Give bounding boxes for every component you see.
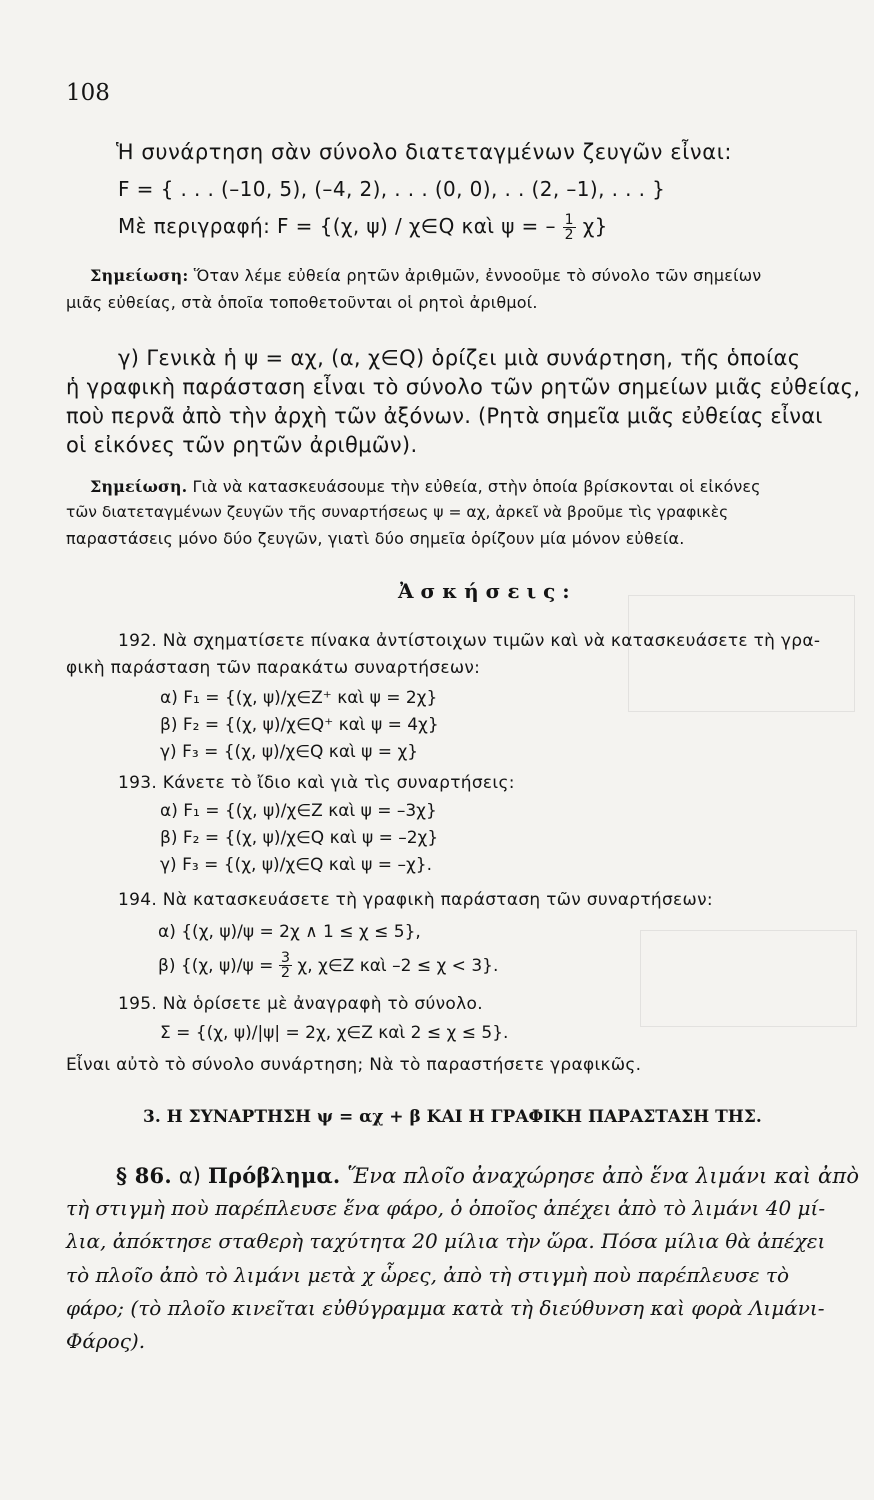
fraction-numerator: 1 [564,212,574,228]
gamma-line-4: οἱ εἰκόνες τῶν ρητῶν ἀριθμῶν). [66,433,418,457]
function-set-listing: F = { . . . (–10, 5), (–4, 2), . . . (0, 0), . . (2, –1), . . . } [118,177,666,201]
page-number: 108 [66,80,110,106]
exercise-195-line-1: 195. Νὰ ὁρίσετε μὲ ἀναγραφὴ τὸ σύνολο. [118,994,483,1014]
exercise-193-c: γ) F₃ = {(χ, ψ)/χ∈Q καὶ ψ = –χ}. [160,855,432,875]
exercise-192-line-2: φικὴ παράσταση τῶν παρακάτω συναρτήσεων: [66,658,481,678]
fraction-three-halves [279,951,292,981]
fraction-denominator: 2 [564,227,574,243]
paragraph-86-line-1 [116,1164,859,1188]
exercise-194-b-after: χ, χ∈Z καὶ –2 ≤ χ < 3}. [297,955,499,976]
paragraph-86-line-2: τὴ στιγμὴ ποὺ παρέπλευσε ἕνα φάρο, ὁ ὁποῖος ἀπέχει ἀπὸ τὸ λιμάνι 40 μί- [66,1196,826,1220]
note-text: Ὅταν λέμε εὐθεία ρητῶν ἀριθμῶν, ἐννοοῦμε τὸ σύνολο τῶν σημείων [188,266,762,285]
paragraph-86-line-4: τὸ πλοῖο ἀπὸ τὸ λιμάνι μετὰ χ ὧρες, ἀπὸ τὴ στιγμὴ ποὺ παρέπλευσε τὸ [66,1263,790,1287]
exercises-heading: Ἀ σ κ ή σ ε ι ς : [398,579,570,603]
gamma-line-1: γ) Γενικὰ ἡ ψ = αχ, (α, χ∈Q) ὁρίζει μιὰ συνάρτηση, τῆς ὁποίας [118,346,801,370]
bleed-through-table [628,595,855,712]
intro-line-1: Ἡ συνάρτηση σὰν σύνολο διατεταγμένων ζευγῶν εἶναι: [116,140,733,164]
section-3-heading: 3. Η ΣΥΝΑΡΤΗΣΗ ψ = αχ + β ΚΑΙ Η ΓΡΑΦΙΚΗ ΠΑΡΑΣΤΑΣΗ ΤΗΣ. [143,1107,762,1127]
note-label: Σημείωση. [90,477,188,496]
gamma-line-3: ποὺ περνᾶ ἀπὸ τὴν ἀρχὴ τῶν ἀξόνων. (Ρητὰ σημεῖα μιᾶς εὐθείας εἶναι [66,404,823,428]
problem-title: Πρόβλημα. [208,1163,341,1188]
note-2-line-1 [90,478,761,496]
note-1-line-1 [90,267,761,285]
paragraph-86-line-5: φάρο; (τὸ πλοῖο κινεῖται εὐθύγραμμα κατὰ τὴ διεύθυνση καὶ φορὰ Λιμάνι- [66,1296,825,1320]
exercise-194-a: α) {(χ, ψ)/ψ = 2χ ∧ 1 ≤ χ ≤ 5}, [158,922,421,942]
note-2-line-2: τῶν διατεταγμένων ζευγῶν τῆς συναρτήσεως ψ = αχ, ἀρκεῖ νὰ βροῦμε τὶς γραφικὲς [66,503,729,521]
paragraph-sub-label: α) [171,1164,209,1188]
exercise-194-line-1: 194. Νὰ κατασκευάσετε τὴ γραφικὴ παράσταση τῶν συναρτήσεων: [118,890,713,910]
paragraph-number: § 86. [116,1163,172,1188]
function-set-description [118,213,608,242]
description-text-after: χ} [582,214,608,238]
problem-text: Ἕνα πλοῖο ἀναχώρησε ἀπὸ ἕνα λιμάνι καὶ ἀπὸ [340,1164,860,1188]
paragraph-86-line-6: Φάρος). [66,1329,146,1353]
exercise-193-line-1: 193. Κάνετε τὸ ἴδιο καὶ γιὰ τὶς συναρτήσεις: [118,773,515,793]
exercise-192-line-1: 192. Νὰ σχηματίσετε πίνακα ἀντίστοιχων τιμῶν καὶ νὰ κατασκευάσετε τὴ γρα- [118,631,821,651]
note-1-line-2: μιᾶς εὐθείας, στὰ ὁποῖα τοποθετοῦνται οἱ ρητοὶ ἀριθμοί. [66,293,538,312]
exercise-193-b: β) F₂ = {(χ, ψ)/χ∈Q καὶ ψ = –2χ} [160,828,439,848]
exercise-194-b [158,951,498,981]
note-label: Σημείωση: [90,266,189,285]
bleed-through-table-2 [640,930,857,1027]
exercise-192-c: γ) F₃ = {(χ, ψ)/χ∈Q καὶ ψ = χ} [160,742,419,762]
paragraph-86-line-3: λια, ἀπόκτησε σταθερὴ ταχύτητα 20 μίλια τὴν ὥρα. Πόσα μίλια θὰ ἀπέχει [66,1229,826,1253]
exercise-193-a: α) F₁ = {(χ, ψ)/χ∈Z καὶ ψ = –3χ} [160,801,437,821]
fraction-numerator: 3 [280,950,290,966]
exercise-195-set: Σ = {(χ, ψ)/|ψ| = 2χ, χ∈Z καὶ 2 ≤ χ ≤ 5}. [160,1023,509,1043]
note-2-line-3: παραστάσεις μόνο δύο ζευγῶν, γιατὶ δύο σημεῖα ὁρίζουν μία μόνον εὐθεία. [66,529,685,548]
exercise-192-a: α) F₁ = {(χ, ψ)/χ∈Z⁺ καὶ ψ = 2χ} [160,688,438,708]
description-text-before: Μὲ περιγραφή: F = {(χ, ψ) / χ∈Q καὶ ψ = – [118,214,556,238]
fraction-one-half [563,213,576,242]
gamma-line-2: ἡ γραφικὴ παράσταση εἶναι τὸ σύνολο τῶν ρητῶν σημείων μιᾶς εὐθείας, [66,375,861,399]
fraction-denominator: 2 [280,965,290,982]
exercise-195-line-3: Εἶναι αὐτὸ τὸ σύνολο συνάρτηση; Νὰ τὸ παραστήσετε γραφικῶς. [66,1055,642,1075]
exercise-194-b-before: β) {(χ, ψ)/ψ = [158,955,274,976]
exercise-192-b: β) F₂ = {(χ, ψ)/χ∈Q⁺ καὶ ψ = 4χ} [160,715,439,735]
note-text: Γιὰ νὰ κατασκευάσουμε τὴν εὐθεία, στὴν ὁποία βρίσκονται οἱ εἰκόνες [187,477,761,496]
